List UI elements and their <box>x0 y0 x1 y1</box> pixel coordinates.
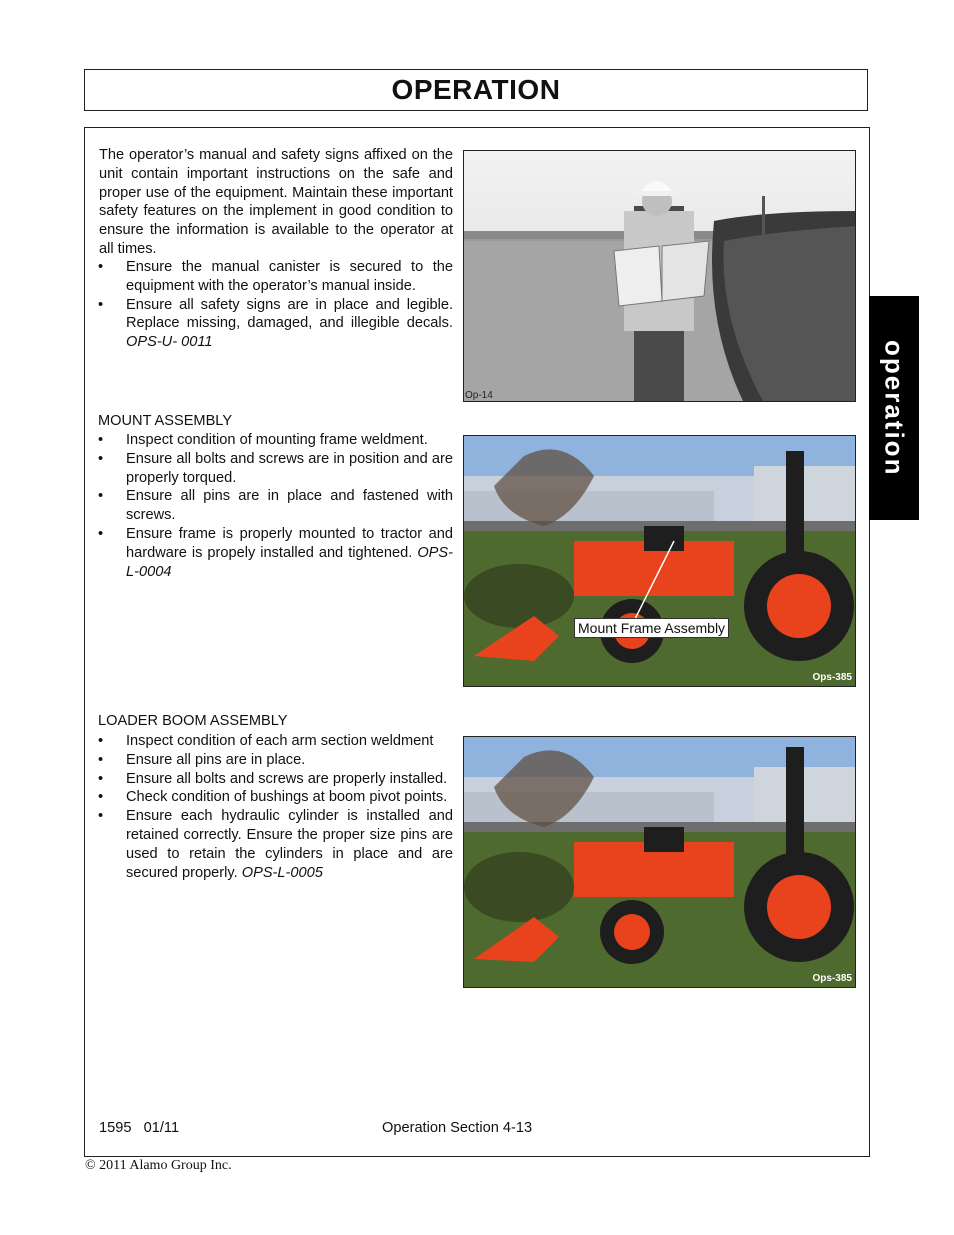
list-item: • Ensure all pins are in place. <box>98 751 453 770</box>
section1-bullets <box>98 258 453 352</box>
page-title: OPERATION <box>391 74 561 105</box>
list-item: • Inspect condition of each arm section weldment <box>98 732 453 751</box>
mount-assembly-heading: MOUNT ASSEMBLY <box>98 413 233 429</box>
mount-frame-callout: Mount Frame Assembly <box>574 618 729 638</box>
figure-label: Ops-385 <box>812 672 852 683</box>
copyright: © 2011 Alamo Group Inc. <box>85 1158 232 1173</box>
ops-code: OPS-L-0004 <box>126 544 453 580</box>
tractor-mount-frame-photo <box>463 435 856 687</box>
list-item: • Ensure all bolts and screws are in position and are properly torqued. <box>98 450 453 488</box>
list-item: • Ensure all bolts and screws are properly installed. <box>98 770 453 789</box>
list-item: • Inspect condition of mounting frame weldment. <box>98 431 453 450</box>
side-tab <box>869 296 919 520</box>
tractor-loader-boom-photo <box>463 736 856 988</box>
section2-bullets <box>98 431 453 581</box>
footer-doc-number: 1595 01/11 <box>99 1120 180 1136</box>
loader-boom-assembly-heading: LOADER BOOM ASSEMBLY <box>98 713 288 729</box>
side-tab-label: operation <box>879 339 910 477</box>
operator-reading-manual-photo <box>463 150 856 402</box>
section3-bullets <box>98 732 453 882</box>
intro-paragraph: The operator’s manual and safety signs affixed on the unit contain important instructions on the safe and proper use of the equipment. Maintain these important safety features on the implement in good condition to ensure the information is available to the operator at all times. <box>99 147 453 257</box>
list-item: • Ensure frame is properly mounted to tractor and hardware is propely installed and tightened. OPS-L-0004 <box>98 525 453 581</box>
list-item: • Ensure the manual canister is secured to the equipment with the operator’s manual inside. <box>98 258 453 296</box>
figure-label: Op-14 <box>465 390 493 401</box>
list-item: • Ensure all safety signs are in place and legible. Replace missing, damaged, and illegible decals. OPS-U- 0011 <box>98 296 453 352</box>
list-item: • Check condition of bushings at boom pivot points. <box>98 788 453 807</box>
list-item: • Ensure each hydraulic cylinder is installed and retained correctly. Ensure the proper size pins are used to retain the cylinders in place and are secured properly. OPS-L-0005 <box>98 807 453 882</box>
ops-code: OPS-L-0005 <box>241 864 323 881</box>
header-box <box>84 69 868 111</box>
footer-section: Operation Section 4-13 <box>382 1120 533 1136</box>
list-item: • Ensure all pins are in place and fastened with screws. <box>98 487 453 525</box>
figure-label: Ops-385 <box>812 973 852 984</box>
ops-code: OPS-U- 0011 <box>126 334 213 351</box>
